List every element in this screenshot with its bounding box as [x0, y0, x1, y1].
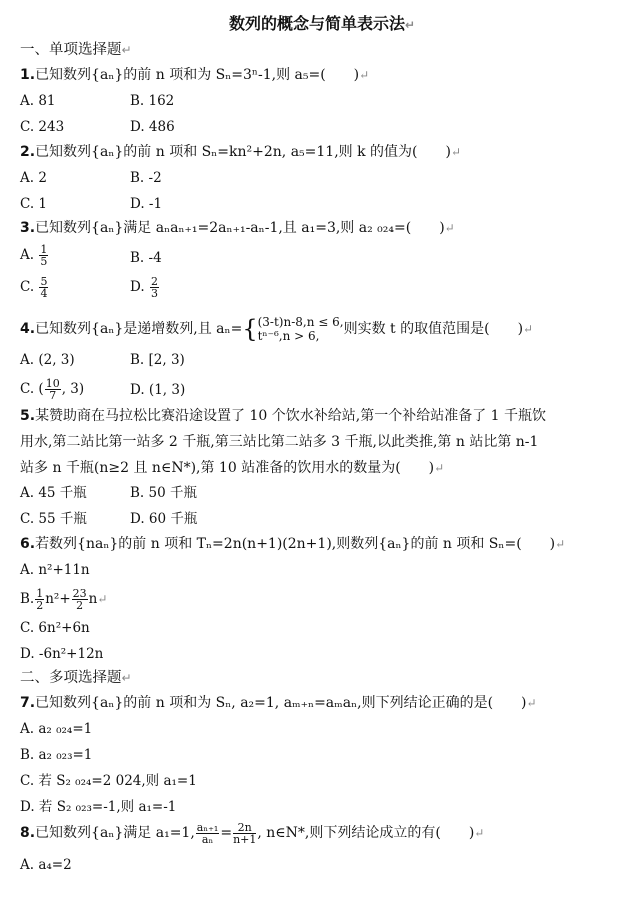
question-4: 4.已知数列{aₙ}是递增数列,且 aₙ={ (3-t)n-8,n ≤ 6, tⁿ⁻⁶,n > 6, 则实数 t 的取值范围是( )↵ [20, 315, 534, 343]
q4-option-d: D. (1, 3) [130, 382, 186, 398]
q7-option-d: D. 若 S₂ ₀₂₃=-1,则 a₁=-1 [20, 799, 177, 815]
q4-option-b: B. [2, 3) [130, 352, 185, 368]
q4-option-a: A. (2, 3) [20, 352, 75, 368]
fraction: $\frac{2n}{n+1}$ [233, 820, 257, 846]
q1-option-b: B. 162 [130, 93, 175, 109]
q2-option-d: D. -1 [130, 196, 163, 212]
fraction: $\frac{1}{2}$ [36, 587, 44, 612]
q5-option-c: C. 55 千瓶 [20, 511, 87, 527]
q4-option-c: C. ( $\frac{10}{7}$ , 3) [20, 377, 85, 402]
fraction: $\frac{5}{4}$ [40, 275, 48, 300]
q2-option-b: B. -2 [130, 170, 162, 186]
q5-option-b: B. 50 千瓶 [130, 485, 197, 501]
question-5-line-2: 用水,第二站比第一站多 2 千瓶,第三站比第二站多 3 千瓶,以此类推,第 n 站比第 n-1 [20, 434, 539, 450]
fraction: $\frac{1}{5}$ [40, 243, 48, 268]
q2-option-a: A. 2 [20, 170, 47, 186]
q1-option-c: C. 243 [20, 119, 65, 135]
question-8: 8.已知数列{aₙ}满足 a₁=1, $\frac{\text{aₙ₊₁}}{\text{aₙ}}$ = $\frac{2n}{n+1}$ , n∈N*,则下列结论成立的有( )↵ [20, 820, 485, 846]
page-title: 数列的概念与简单表示法↵ [228, 14, 416, 33]
q5-option-d: D. 60 千瓶 [130, 511, 198, 527]
fraction: $\frac{2}{3}$ [150, 275, 158, 300]
q1-option-d: D. 486 [130, 119, 175, 135]
question-3: 3.已知数列{aₙ}满足 aₙaₙ₊₁=2aₙ₊₁-aₙ-1,且 a₁=3,则 a₂ ₀₂₄=( )↵ [20, 220, 455, 236]
fraction: $\frac{23}{2}$ [72, 587, 87, 612]
q7-option-c: C. 若 S₂ ₀₂₄=2 024,则 a₁=1 [20, 773, 197, 789]
q3-option-a: A. $\frac{1}{5}$ [20, 243, 48, 268]
section-single-choice: 一、单项选择题↵ [20, 42, 132, 58]
q8-option-a: A. a₄=2 [20, 857, 72, 873]
question-5-line-3: 站多 n 千瓶(n≥2 且 n∈N*),第 10 站准备的饮用水的数量为( )↵ [20, 460, 445, 476]
q7-option-b: B. a₂ ₀₂₃=1 [20, 747, 93, 763]
question-2: 2.已知数列{aₙ}的前 n 项和 Sₙ=kn²+2n, a₅=11,则 k 的值为( )↵ [20, 144, 462, 160]
section-multiple-choice: 二、多项选择题↵ [20, 670, 132, 686]
question-1: 1.已知数列{aₙ}的前 n 项和为 Sₙ=3ⁿ-1,则 a₅=( )↵ [20, 67, 370, 83]
question-5-line-1: 5.某赞助商在马拉松比赛沿途设置了 10 个饮水补给站,第一个补给站准备了 1 千瓶饮 [20, 408, 547, 424]
q3-option-c: C. $\frac{5}{4}$ [20, 275, 48, 300]
q1-option-a: A. 81 [20, 93, 56, 109]
fraction: $\frac{10}{7}$ [45, 377, 60, 402]
piecewise-cases: (3-t)n-8,n ≤ 6, tⁿ⁻⁶,n > 6, [257, 315, 344, 343]
q6-option-b: B. $\frac{1}{2}$ n²+ $\frac{23}{2}$ n↵ [20, 587, 108, 612]
left-brace: { [242, 315, 258, 343]
q6-option-d: D. -6n²+12n [20, 646, 104, 662]
question-6: 6.若数列{naₙ}的前 n 项和 Tₙ=2n(n+1)(2n+1),则数列{aₙ}的前 n 项和 Sₙ=( )↵ [20, 536, 566, 552]
fraction: $\frac{\text{aₙ₊₁}}{\text{aₙ}}$ [196, 820, 219, 846]
q2-option-c: C. 1 [20, 196, 48, 212]
q7-option-a: A. a₂ ₀₂₄=1 [20, 721, 93, 737]
q3-option-b: B. -4 [130, 250, 162, 266]
question-7: 7.已知数列{aₙ}的前 n 项和为 Sₙ, a₂=1, aₘ₊ₙ=aₘaₙ,则下列结论正确的是( )↵ [20, 695, 537, 711]
q3-option-d: D. $\frac{2}{3}$ [130, 275, 158, 300]
q6-option-a: A. n²+11n [20, 562, 90, 578]
q5-option-a: A. 45 千瓶 [20, 485, 87, 501]
q6-option-c: C. 6n²+6n [20, 620, 90, 636]
